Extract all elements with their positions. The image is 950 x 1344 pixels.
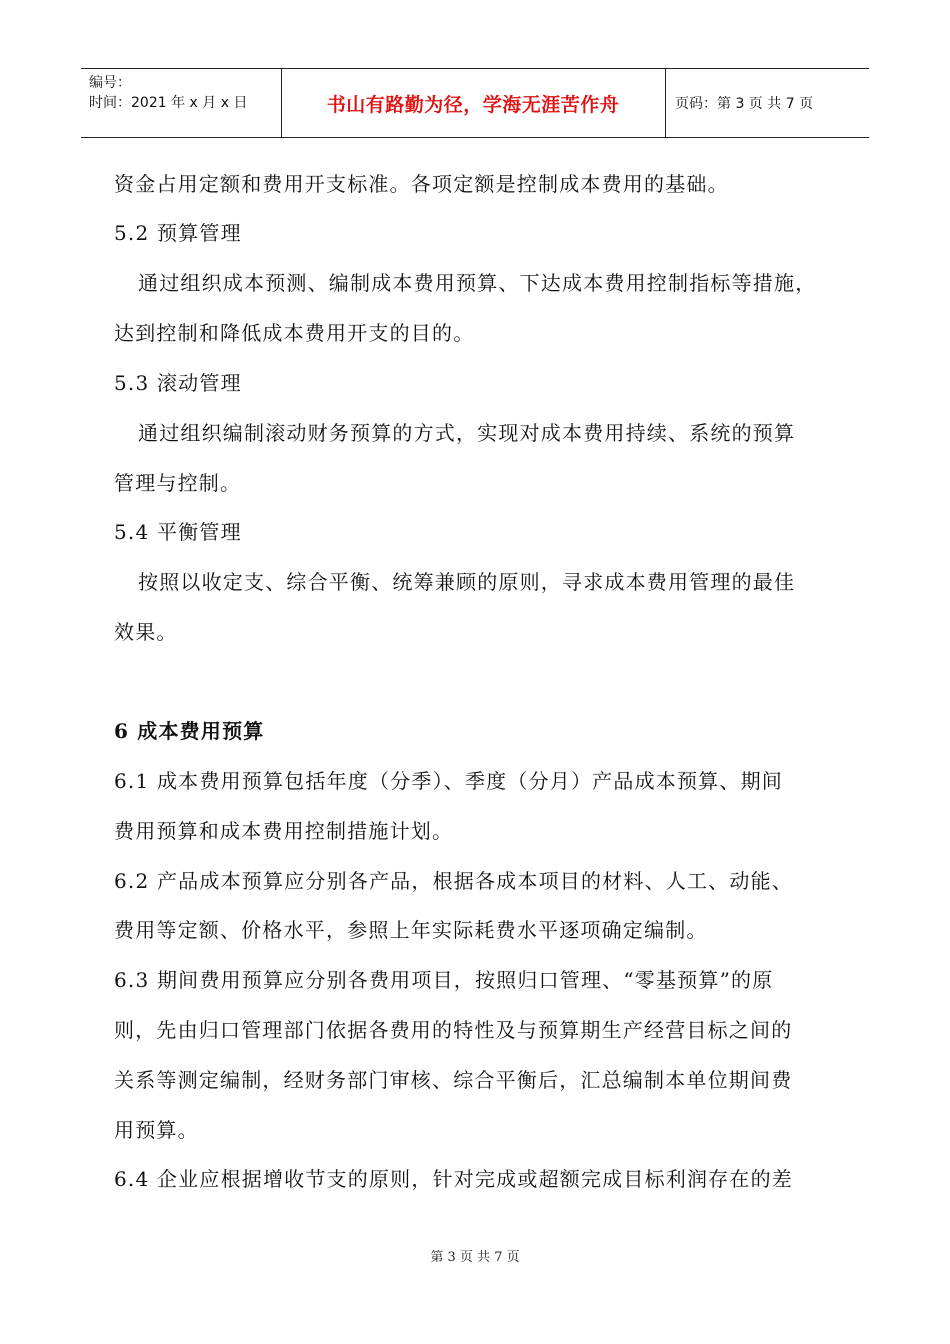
header-motto: 书山有路勤为径，学海无涯苦作舟 (326, 93, 620, 116)
paragraph-line: 则，先由归口管理部门依据各费用的特性及与预算期生产经营目标之间的 (114, 1018, 793, 1042)
paragraph-line: 费用等定额、价格水平，参照上年实际耗费水平逐项确定编制。 (114, 918, 708, 942)
header-meta (89, 73, 247, 113)
paragraph-line: 6.1 成本费用预算包括年度（分季）、季度（分月）产品成本预算、期间 (114, 769, 783, 793)
paragraph-line: 6.3 期间费用预算应分别各费用项目，按照归口管理、“零基预算”的原 (114, 968, 774, 992)
number-label: 编号： (89, 75, 131, 91)
paragraph-line: 用预算。 (114, 1118, 199, 1142)
paragraph-line: 达到控制和降低成本费用开支的目的。 (114, 321, 475, 345)
page-header (81, 68, 869, 138)
paragraph-line: 资金占用定额和费用开支标准。各项定额是控制成本费用的基础。 (114, 172, 729, 196)
paragraph-line: 管理与控制。 (114, 471, 242, 495)
page-footer: 第 3 页 共 7 页 (430, 1250, 520, 1265)
paragraph-line: 通过组织成本预测、编制成本费用预算、下达成本费用控制指标等措施， (138, 271, 817, 295)
paragraph-line: 效果。 (114, 620, 178, 644)
paragraph-line: 按照以收定支、综合平衡、统筹兼顾的原则，寻求成本费用管理的最佳 (138, 570, 796, 594)
header-divider (665, 69, 666, 137)
section-heading-5-4: 5.4 平衡管理 (114, 520, 242, 544)
header-page-code: 页码：第 3 页 共 7 页 (675, 96, 814, 112)
paragraph-line: 通过组织编制滚动财务预算的方式，实现对成本费用持续、系统的预算 (138, 421, 796, 445)
section-heading-5-2: 5.2 预算管理 (114, 221, 242, 245)
section-heading-5-3: 5.3 滚动管理 (114, 371, 242, 395)
date-label: 时间：2021 年 x 月 x 日 (89, 95, 248, 111)
paragraph-line: 费用预算和成本费用控制措施计划。 (114, 819, 454, 843)
header-divider (281, 69, 282, 137)
section-heading-6: 6 成本费用预算 (114, 719, 265, 743)
paragraph-line: 6.4 企业应根据增收节支的原则，针对完成或超额完成目标利润存在的差 (114, 1167, 793, 1191)
paragraph-line: 6.2 产品成本预算应分别各产品，根据各成本项目的材料、人工、动能、 (114, 869, 793, 893)
paragraph-line: 关系等测定编制，经财务部门审核、综合平衡后，汇总编制本单位期间费 (114, 1068, 793, 1092)
